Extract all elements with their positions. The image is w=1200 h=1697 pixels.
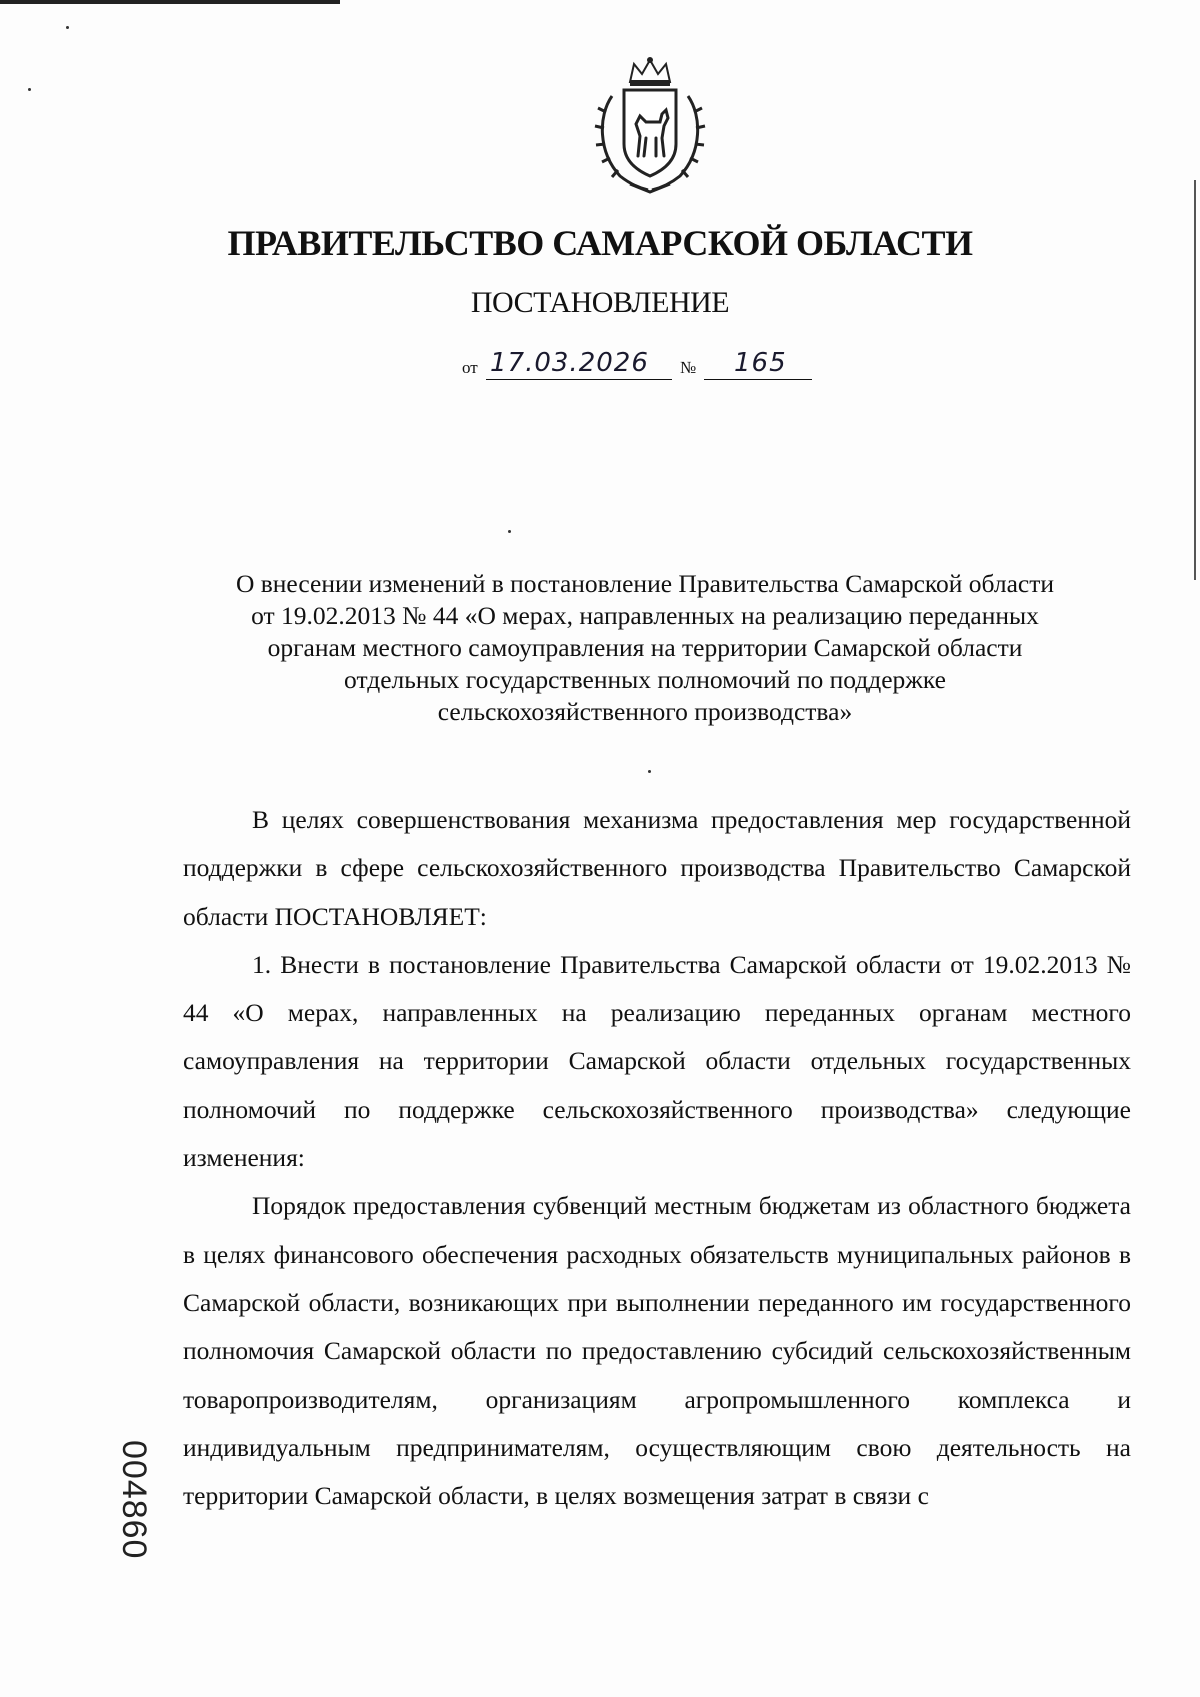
- number-prefix: №: [680, 358, 697, 377]
- scan-speck: [66, 26, 69, 29]
- date-number-line: [462, 348, 862, 384]
- item-1-paragraph: 1. Внести в постановление Правительства Самарской области от 19.02.2013 № 44 «О мерах, направленных на реализацию переданных органам местного самоуправления на территории Самарской области отдельных государственных полномочий по поддержке сельскохозяйственного производства» следующие изменения:: [183, 949, 1131, 1173]
- scan-speck: [28, 88, 31, 91]
- organization-title: ПРАВИТЕЛЬСТВО САМАРСКОЙ ОБЛАСТИ: [227, 223, 973, 263]
- date-underline: [486, 379, 672, 380]
- subject-line: органам местного самоуправления на территории Самарской области: [267, 633, 1023, 662]
- document-subject: [160, 568, 1130, 728]
- margin-serial-number: 004860: [115, 1440, 153, 1560]
- handwritten-number: 165: [734, 348, 787, 378]
- order-paragraph: Порядок предоставления субвенций местным бюджетам из областного бюджета в целях финансового обеспечения расходных обязательств муниципальных районов в Самарской области, возникающих при выполнении переданного им государственного полномочия Самарской области по предоставлению субсидий сельскохозяйственным товаропроизводителям, организациям агропромышленного комплекса и индивидуальным предпринимателям, осуществляющим свою деятельность на территории Самарской области, в целях возмещения затрат в связи с: [183, 1191, 1131, 1511]
- subject-line: отдельных государственных полномочий по поддержке: [344, 665, 946, 694]
- scan-speck: [508, 530, 511, 533]
- number-underline: [704, 379, 812, 380]
- handwritten-date: 17.03.2026: [490, 348, 649, 378]
- scan-edge-mark: [0, 0, 340, 4]
- document-body: [183, 796, 1131, 1520]
- scan-speck: [648, 770, 651, 773]
- subject-line: от 19.02.2013 № 44 «О мерах, направленных на реализацию переданных: [251, 601, 1039, 630]
- preamble-paragraph: В целях совершенствования механизма предоставления мер государственной поддержки в сфере сельскохозяйственного производства Правительство Самарской области ПОСТАНОВЛЯЕТ:: [183, 805, 1131, 931]
- date-prefix: от: [462, 358, 478, 377]
- subject-line: О внесении изменений в постановление Правительства Самарской области: [235, 569, 1055, 598]
- coat-of-arms-icon: [590, 56, 710, 194]
- document-type: ПОСТАНОВЛЕНИЕ: [470, 286, 730, 319]
- subject-line: сельскохозяйственного производства»: [437, 697, 853, 726]
